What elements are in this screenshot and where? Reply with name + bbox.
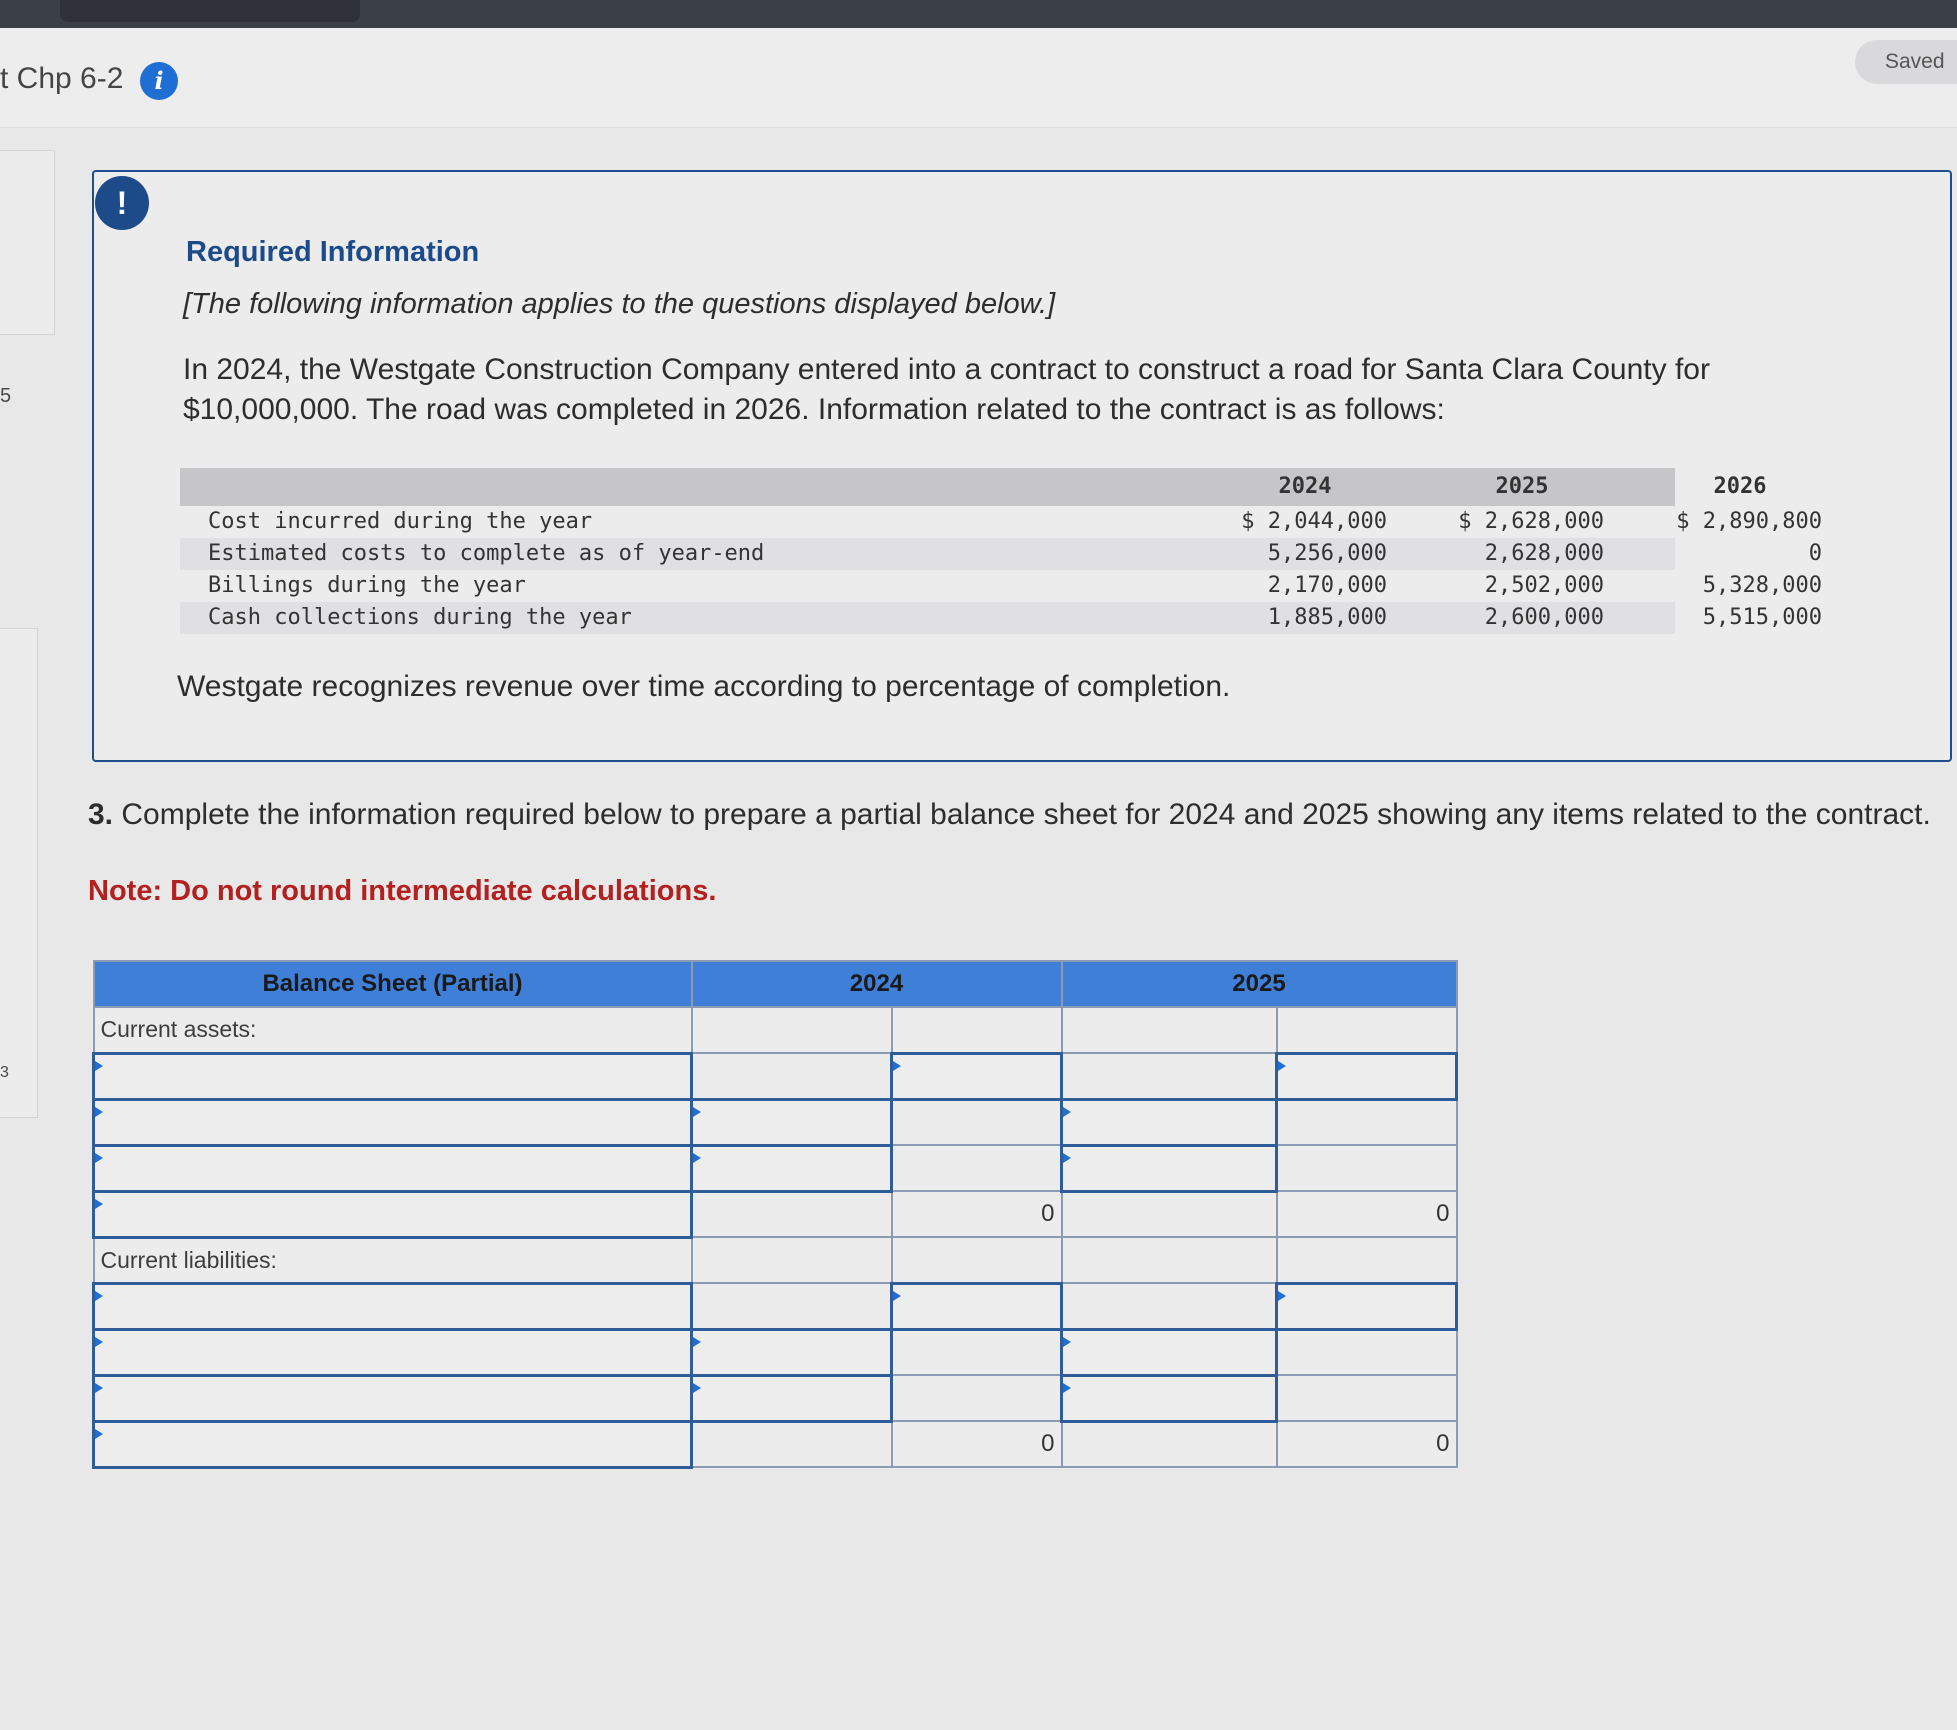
table-row	[94, 1145, 1457, 1191]
balance-sheet-title: Balance Sheet (Partial)	[94, 961, 692, 1007]
assignment-title: t Chp 6-2	[0, 62, 124, 95]
table-row	[94, 1053, 1457, 1099]
sidebar-panel	[0, 150, 55, 335]
table-row	[180, 506, 1822, 538]
question-prompt	[88, 795, 1948, 835]
liability-amount-2024-input[interactable]	[692, 1375, 892, 1421]
asset-item-dropdown[interactable]	[94, 1053, 692, 1099]
current-liabilities-heading-row	[94, 1237, 1457, 1283]
asset-amount-2025-input[interactable]	[1062, 1099, 1277, 1145]
cell-value: 1,885,000	[1267, 605, 1387, 630]
contract-data-table	[180, 468, 1822, 634]
asset-amount-2024-input[interactable]	[692, 1099, 892, 1145]
cell-value: 2,628,000	[1484, 541, 1604, 566]
table-row	[180, 570, 1822, 602]
required-information-title: Required Information	[186, 236, 480, 268]
asset-amount-2024-input[interactable]	[692, 1145, 892, 1191]
liability-amount-2025-input[interactable]	[1277, 1283, 1457, 1329]
row-label: Estimated costs to complete as of year-end	[208, 541, 765, 566]
row-label: Billings during the year	[208, 573, 526, 598]
cell-value: 0	[1808, 541, 1822, 566]
cell-value: $ 2,628,000	[1458, 509, 1604, 534]
table-row	[94, 1099, 1457, 1145]
table-row	[94, 1329, 1457, 1375]
sidebar-panel-lower	[0, 628, 38, 1118]
browser-top-bar	[0, 0, 1957, 28]
assets-total-2025: 0	[1277, 1191, 1457, 1237]
cell-value: 2,170,000	[1267, 573, 1387, 598]
liability-amount-2024-input[interactable]	[692, 1329, 892, 1375]
liability-amount-2025-input[interactable]	[1062, 1375, 1277, 1421]
asset-amount-2025-input[interactable]	[1062, 1145, 1277, 1191]
liability-total-label-dropdown[interactable]	[94, 1421, 692, 1467]
info-icon[interactable]: i	[140, 62, 178, 100]
row-label: Cash collections during the year	[208, 605, 632, 630]
balance-sheet-header-row	[94, 961, 1457, 1007]
current-assets-total-row	[94, 1191, 1457, 1237]
contract-description: In 2024, the Westgate Construction Company entered into a contract to construct a road for Santa Clara County for $10,000,000. The road was completed in 2026. Information related to the contract is as follows:	[183, 353, 1710, 426]
year-header-2024: 2024	[692, 961, 1062, 1007]
assets-total-2024: 0	[892, 1191, 1062, 1237]
cell-value: $ 2,044,000	[1241, 509, 1387, 534]
cell-value: $ 2,890,800	[1676, 509, 1822, 534]
balance-sheet-table	[92, 960, 1458, 1469]
cell-value: 2,600,000	[1484, 605, 1604, 630]
asset-amount-2025-input[interactable]	[1277, 1053, 1457, 1099]
sidebar-marker: 3	[0, 1064, 9, 1081]
row-label: Cost incurred during the year	[208, 509, 593, 534]
rounding-note: Note: Do not round intermediate calculations.	[88, 875, 717, 907]
current-assets-label: Current assets:	[94, 1007, 692, 1053]
liabilities-total-2025: 0	[1277, 1421, 1457, 1467]
cell-value: 5,256,000	[1267, 541, 1387, 566]
current-assets-heading-row	[94, 1007, 1457, 1053]
question-number-label: 3.	[88, 798, 114, 831]
liability-item-dropdown[interactable]	[94, 1329, 692, 1375]
table-row	[94, 1375, 1457, 1421]
asset-total-label-dropdown[interactable]	[94, 1191, 692, 1237]
cell-value: 5,515,000	[1702, 605, 1822, 630]
required-information-subtitle: [The following information applies to the questions displayed below.]	[183, 288, 1056, 320]
assignment-header	[0, 28, 1957, 128]
column-header-2024: 2024	[1278, 474, 1332, 499]
asset-item-dropdown[interactable]	[94, 1145, 692, 1191]
browser-tab[interactable]	[60, 0, 360, 22]
saved-status-badge: Saved	[1855, 40, 1957, 84]
table-row	[180, 602, 1822, 634]
cell-value: 5,328,000	[1702, 573, 1822, 598]
column-header-2026: 2026	[1713, 474, 1767, 499]
alert-icon: !	[95, 176, 149, 230]
liability-amount-2025-input[interactable]	[1062, 1329, 1277, 1375]
current-liabilities-total-row	[94, 1421, 1457, 1467]
column-header-2025: 2025	[1495, 474, 1549, 499]
liability-amount-2024-input[interactable]	[892, 1283, 1062, 1329]
table-row	[180, 538, 1822, 570]
year-header-2025: 2025	[1062, 961, 1457, 1007]
table-row	[94, 1283, 1457, 1329]
question-number[interactable]: 5	[0, 385, 12, 407]
contract-table-header	[180, 468, 1767, 506]
cell-value: 2,502,000	[1484, 573, 1604, 598]
current-liabilities-label: Current liabilities:	[94, 1237, 692, 1283]
asset-amount-2024-input[interactable]	[892, 1053, 1062, 1099]
liabilities-total-2024: 0	[892, 1421, 1062, 1467]
asset-item-dropdown[interactable]	[94, 1099, 692, 1145]
revenue-recognition-note: Westgate recognizes revenue over time according to percentage of completion.	[177, 670, 1231, 703]
liability-item-dropdown[interactable]	[94, 1283, 692, 1329]
question-text: Complete the information required below to prepare a partial balance sheet for 2024 and 2025 showing any items related to the contract.	[121, 798, 1931, 831]
liability-item-dropdown[interactable]	[94, 1375, 692, 1421]
